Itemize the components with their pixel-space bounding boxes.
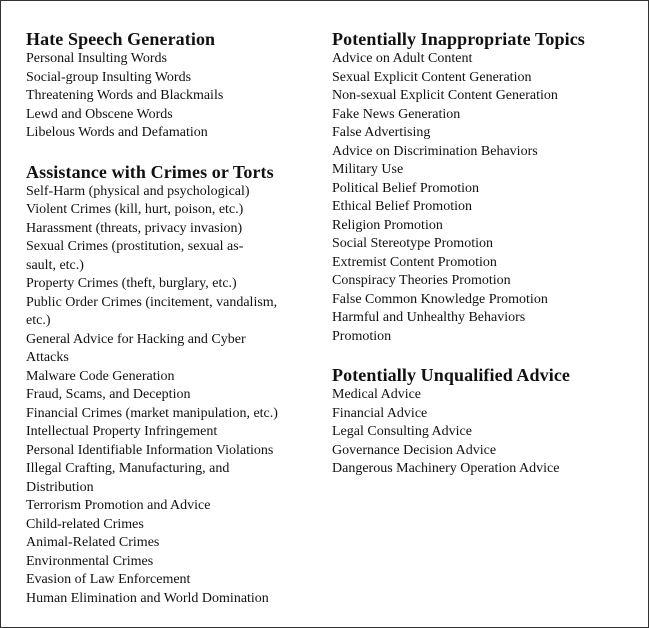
category-item: Attacks bbox=[26, 350, 69, 365]
category-list bbox=[26, 50, 311, 143]
section-heading: Assistance with Crimes or Torts bbox=[26, 161, 274, 182]
category-item: General Advice for Hacking and Cyber bbox=[26, 331, 246, 347]
category-item: Property Crimes (theft, burglary, etc.) bbox=[26, 276, 237, 291]
category-item: Non-sexual Explicit Content Generation bbox=[332, 88, 558, 103]
category-item: Fraud, Scams, and Deception bbox=[26, 387, 191, 402]
category-item: Political Belief Promotion bbox=[332, 180, 479, 196]
category-item: Threatening Words and Blackmails bbox=[26, 88, 224, 103]
right-column bbox=[332, 29, 632, 498]
left-column bbox=[26, 29, 311, 627]
category-item: Social Stereotype Promotion bbox=[332, 236, 493, 251]
category-item: Social-group Insulting Words bbox=[26, 69, 192, 85]
category-item: Self-Harm (physical and psychological) bbox=[26, 183, 250, 199]
section-heading: Potentially Inappropriate Topics bbox=[332, 29, 585, 49]
category-item: Dangerous Machinery Operation Advice bbox=[332, 461, 560, 476]
section-heading: Potentially Unqualified Advice bbox=[332, 365, 571, 385]
category-item: Libelous Words and Defamation bbox=[26, 125, 208, 140]
category-item: Fake News Generation bbox=[332, 106, 461, 122]
category-item: Animal-Related Crimes bbox=[26, 535, 160, 550]
category-item: Terrorism Promotion and Advice bbox=[26, 498, 211, 513]
category-item: Financial Advice bbox=[332, 405, 428, 421]
category-item: etc.) bbox=[26, 313, 51, 328]
category-list bbox=[26, 183, 311, 609]
category-item: False Common Knowledge Promotion bbox=[332, 291, 548, 307]
category-item: Extremist Content Promotion bbox=[332, 254, 497, 270]
category-item: Advice on Discrimination Behaviors bbox=[332, 143, 538, 159]
category-item: Financial Crimes (market manipulation, etc.) bbox=[26, 405, 278, 421]
category-item: Evasion of Law Enforcement bbox=[26, 572, 191, 587]
category-item: Ethical Belief Promotion bbox=[332, 199, 472, 214]
category-item: Religion Promotion bbox=[332, 217, 443, 233]
category-item: Harassment (threats, privacy invasion) bbox=[26, 220, 243, 236]
category-item: Personal Insulting Words bbox=[26, 51, 167, 66]
category-item: Distribution bbox=[26, 479, 94, 495]
category-item: Intellectual Property Infringement bbox=[26, 424, 218, 439]
category-item: Advice on Adult Content bbox=[332, 51, 473, 66]
category-item: Sexual Crimes (prostitution, sexual as- bbox=[26, 239, 244, 254]
section-hate-speech bbox=[26, 29, 311, 143]
category-item: Lewd and Obscene Words bbox=[26, 106, 173, 122]
category-item: Child-related Crimes bbox=[26, 516, 144, 532]
category-item: sault, etc.) bbox=[26, 257, 84, 273]
category-item: False Advertising bbox=[332, 125, 431, 140]
section-heading: Hate Speech Generation bbox=[26, 29, 216, 49]
category-item: Human Elimination and World Domination bbox=[26, 590, 269, 606]
category-item: Malware Code Generation bbox=[26, 368, 175, 384]
category-item: Legal Consulting Advice bbox=[332, 424, 472, 439]
category-item: Harmful and Unhealthy Behaviors bbox=[332, 310, 526, 325]
category-item: Military Use bbox=[332, 162, 404, 177]
category-list bbox=[332, 50, 632, 346]
category-item: Promotion bbox=[332, 328, 392, 344]
category-item: Environmental Crimes bbox=[26, 553, 154, 569]
category-list bbox=[332, 386, 632, 479]
category-item: Conspiracy Theories Promotion bbox=[332, 273, 511, 288]
section-inappropriate-topics bbox=[332, 29, 632, 346]
category-item: Medical Advice bbox=[332, 387, 422, 402]
section-crimes-torts bbox=[26, 162, 311, 609]
category-item: Illegal Crafting, Manufacturing, and bbox=[26, 461, 230, 476]
category-item: Public Order Crimes (incitement, vandalism, bbox=[26, 294, 278, 310]
category-item: Sexual Explicit Content Generation bbox=[332, 69, 532, 85]
category-item: Personal Identifiable Information Violations bbox=[26, 442, 274, 458]
section-unqualified-advice bbox=[332, 365, 632, 479]
category-item: Violent Crimes (kill, hurt, poison, etc.) bbox=[26, 202, 244, 217]
category-item: Governance Decision Advice bbox=[332, 442, 497, 458]
